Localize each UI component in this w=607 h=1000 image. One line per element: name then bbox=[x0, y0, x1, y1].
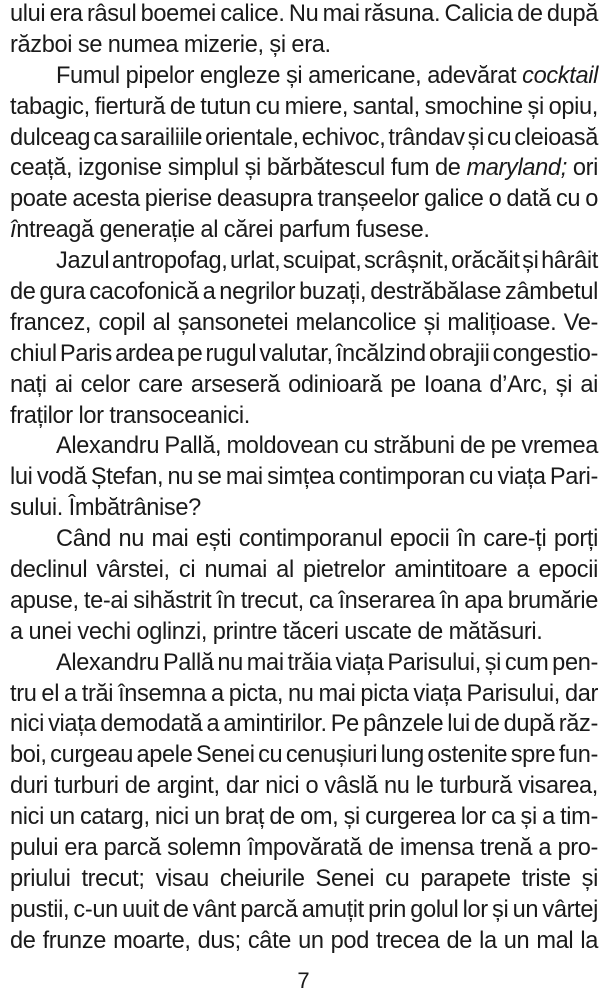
text-segment: pului era parcă solemn împovărată de imensa trenă a pro- bbox=[10, 835, 598, 862]
text-segment: nici viața demodată a amintirilor. Pe pânzele lui de după răz- bbox=[10, 711, 598, 738]
text-segment: nați ai celor care arseseră odinioară pe Ioana d’Arc, și ai bbox=[10, 371, 598, 398]
text-segment: apuse, te-ai sihăstrit în trecut, ca înserarea în apa brumărie bbox=[10, 587, 598, 614]
text-line bbox=[10, 184, 598, 215]
text-line bbox=[10, 30, 598, 61]
text-segment: Când nu mai ești contimporanul epocii în care-ți porți bbox=[56, 526, 598, 553]
text-line bbox=[10, 926, 598, 957]
text-segment: ori bbox=[566, 155, 598, 182]
text-segment: chiul Paris ardea pe rugul valutar, încălzind obrajii congestio- bbox=[10, 340, 598, 367]
text-line bbox=[10, 617, 598, 648]
text-segment: tabagic, fiertură de tutun cu miere, santal, smochine și opiu, bbox=[10, 93, 598, 120]
italic-text: cocktail bbox=[522, 62, 598, 89]
text-line bbox=[10, 462, 598, 493]
text-segment: ntreagă generație al cărei parfum fusese. bbox=[16, 217, 430, 244]
text-line bbox=[10, 493, 598, 524]
text-segment: ceață, izgonise simplul și bărbătescul fum de bbox=[10, 155, 467, 182]
text-segment: Alexandru Pallă, moldovean cu străbuni de pe vremea bbox=[56, 433, 598, 460]
page-number: 7 bbox=[297, 968, 310, 993]
text-segment: francez, copil al șansonetei melancolice și malițioase. Ve- bbox=[10, 309, 598, 336]
text-line bbox=[10, 679, 598, 710]
paragraph-first-line bbox=[10, 431, 598, 462]
text-segment: război se numea mizerie, și era. bbox=[10, 31, 331, 58]
text-segment: lui vodă Ștefan, nu se mai simțea contimporan cu viața Pari- bbox=[10, 464, 598, 491]
text-segment: duri turburi de argint, dar nici o vâslă nu le turbură visarea, bbox=[10, 773, 598, 800]
text-line bbox=[10, 0, 598, 30]
text-segment: fraților lor transoceanici. bbox=[10, 402, 251, 429]
text-line bbox=[10, 123, 598, 154]
italic-text: maryland; bbox=[466, 155, 567, 182]
body-text bbox=[10, 0, 598, 957]
text-line bbox=[10, 833, 598, 864]
text-line bbox=[10, 895, 598, 926]
text-line bbox=[10, 771, 598, 802]
text-segment: Fumul pipelor engleze și americane, adevărat bbox=[56, 62, 523, 89]
text-line bbox=[10, 153, 598, 184]
paragraph-first-line bbox=[10, 648, 598, 679]
text-line bbox=[10, 709, 598, 740]
text-segment: boi, curgeau apele Senei cu cenușiuri lung ostenite spre fun- bbox=[10, 742, 598, 769]
text-segment: pustii, c-un uuit de vânt parcă amuțit prin golul lor și un vârtej bbox=[10, 896, 598, 923]
text-segment: poate acesta pierise deasupra tranșeelor galice o dată cu o bbox=[10, 186, 598, 213]
text-segment: priului trecut; visau cheiurile Senei cu parapete triste și bbox=[10, 865, 598, 892]
text-segment: dulceag ca sarailiile orientale, echivoc, trândav și cu cleioasă bbox=[10, 124, 598, 151]
text-line bbox=[10, 864, 598, 895]
text-segment: Alexandru Pallă nu mai trăia viața Parisului, și cum pen- bbox=[56, 649, 598, 676]
text-line bbox=[10, 740, 598, 771]
text-segment: a unei vechi oglinzi, printre tăceri uscate de mătăsuri. bbox=[10, 618, 543, 645]
text-segment: ului era râsul boemei calice. Nu mai răsuna. Calicia de după bbox=[10, 1, 598, 27]
text-line bbox=[10, 586, 598, 617]
text-segment: Jazul antropofag, urlat, scuipat, scrâșnit, orăcăit și hârâit bbox=[56, 248, 598, 275]
text-line bbox=[10, 401, 598, 432]
italic-text: î bbox=[10, 217, 17, 244]
text-segment: sului. Îmbătrânise? bbox=[10, 495, 201, 522]
text-line bbox=[10, 308, 598, 339]
text-segment: declinul vârstei, ci numai al pietrelor amintitoare a epocii bbox=[10, 557, 598, 584]
text-segment: nici un catarg, nici un braț de om, și curgerea lor ca și a tim- bbox=[10, 804, 598, 831]
text-line bbox=[10, 370, 598, 401]
paragraph-first-line bbox=[10, 246, 598, 277]
paragraph-first-line bbox=[10, 61, 598, 92]
text-segment: de gura cacofonică a negrilor buzați, destrăbălase zâmbetul bbox=[10, 279, 598, 306]
text-segment: tru el a trăi însemna a picta, nu mai picta viața Parisului, dar bbox=[10, 680, 598, 707]
text-line bbox=[10, 802, 598, 833]
text-line bbox=[10, 215, 598, 246]
text-line bbox=[10, 339, 598, 370]
text-line bbox=[10, 92, 598, 123]
text-line bbox=[10, 555, 598, 586]
text-segment: de frunze moarte, dus; câte un pod trecea de la un mal la bbox=[10, 927, 598, 954]
paragraph-first-line bbox=[10, 524, 598, 555]
text-line bbox=[10, 277, 598, 308]
